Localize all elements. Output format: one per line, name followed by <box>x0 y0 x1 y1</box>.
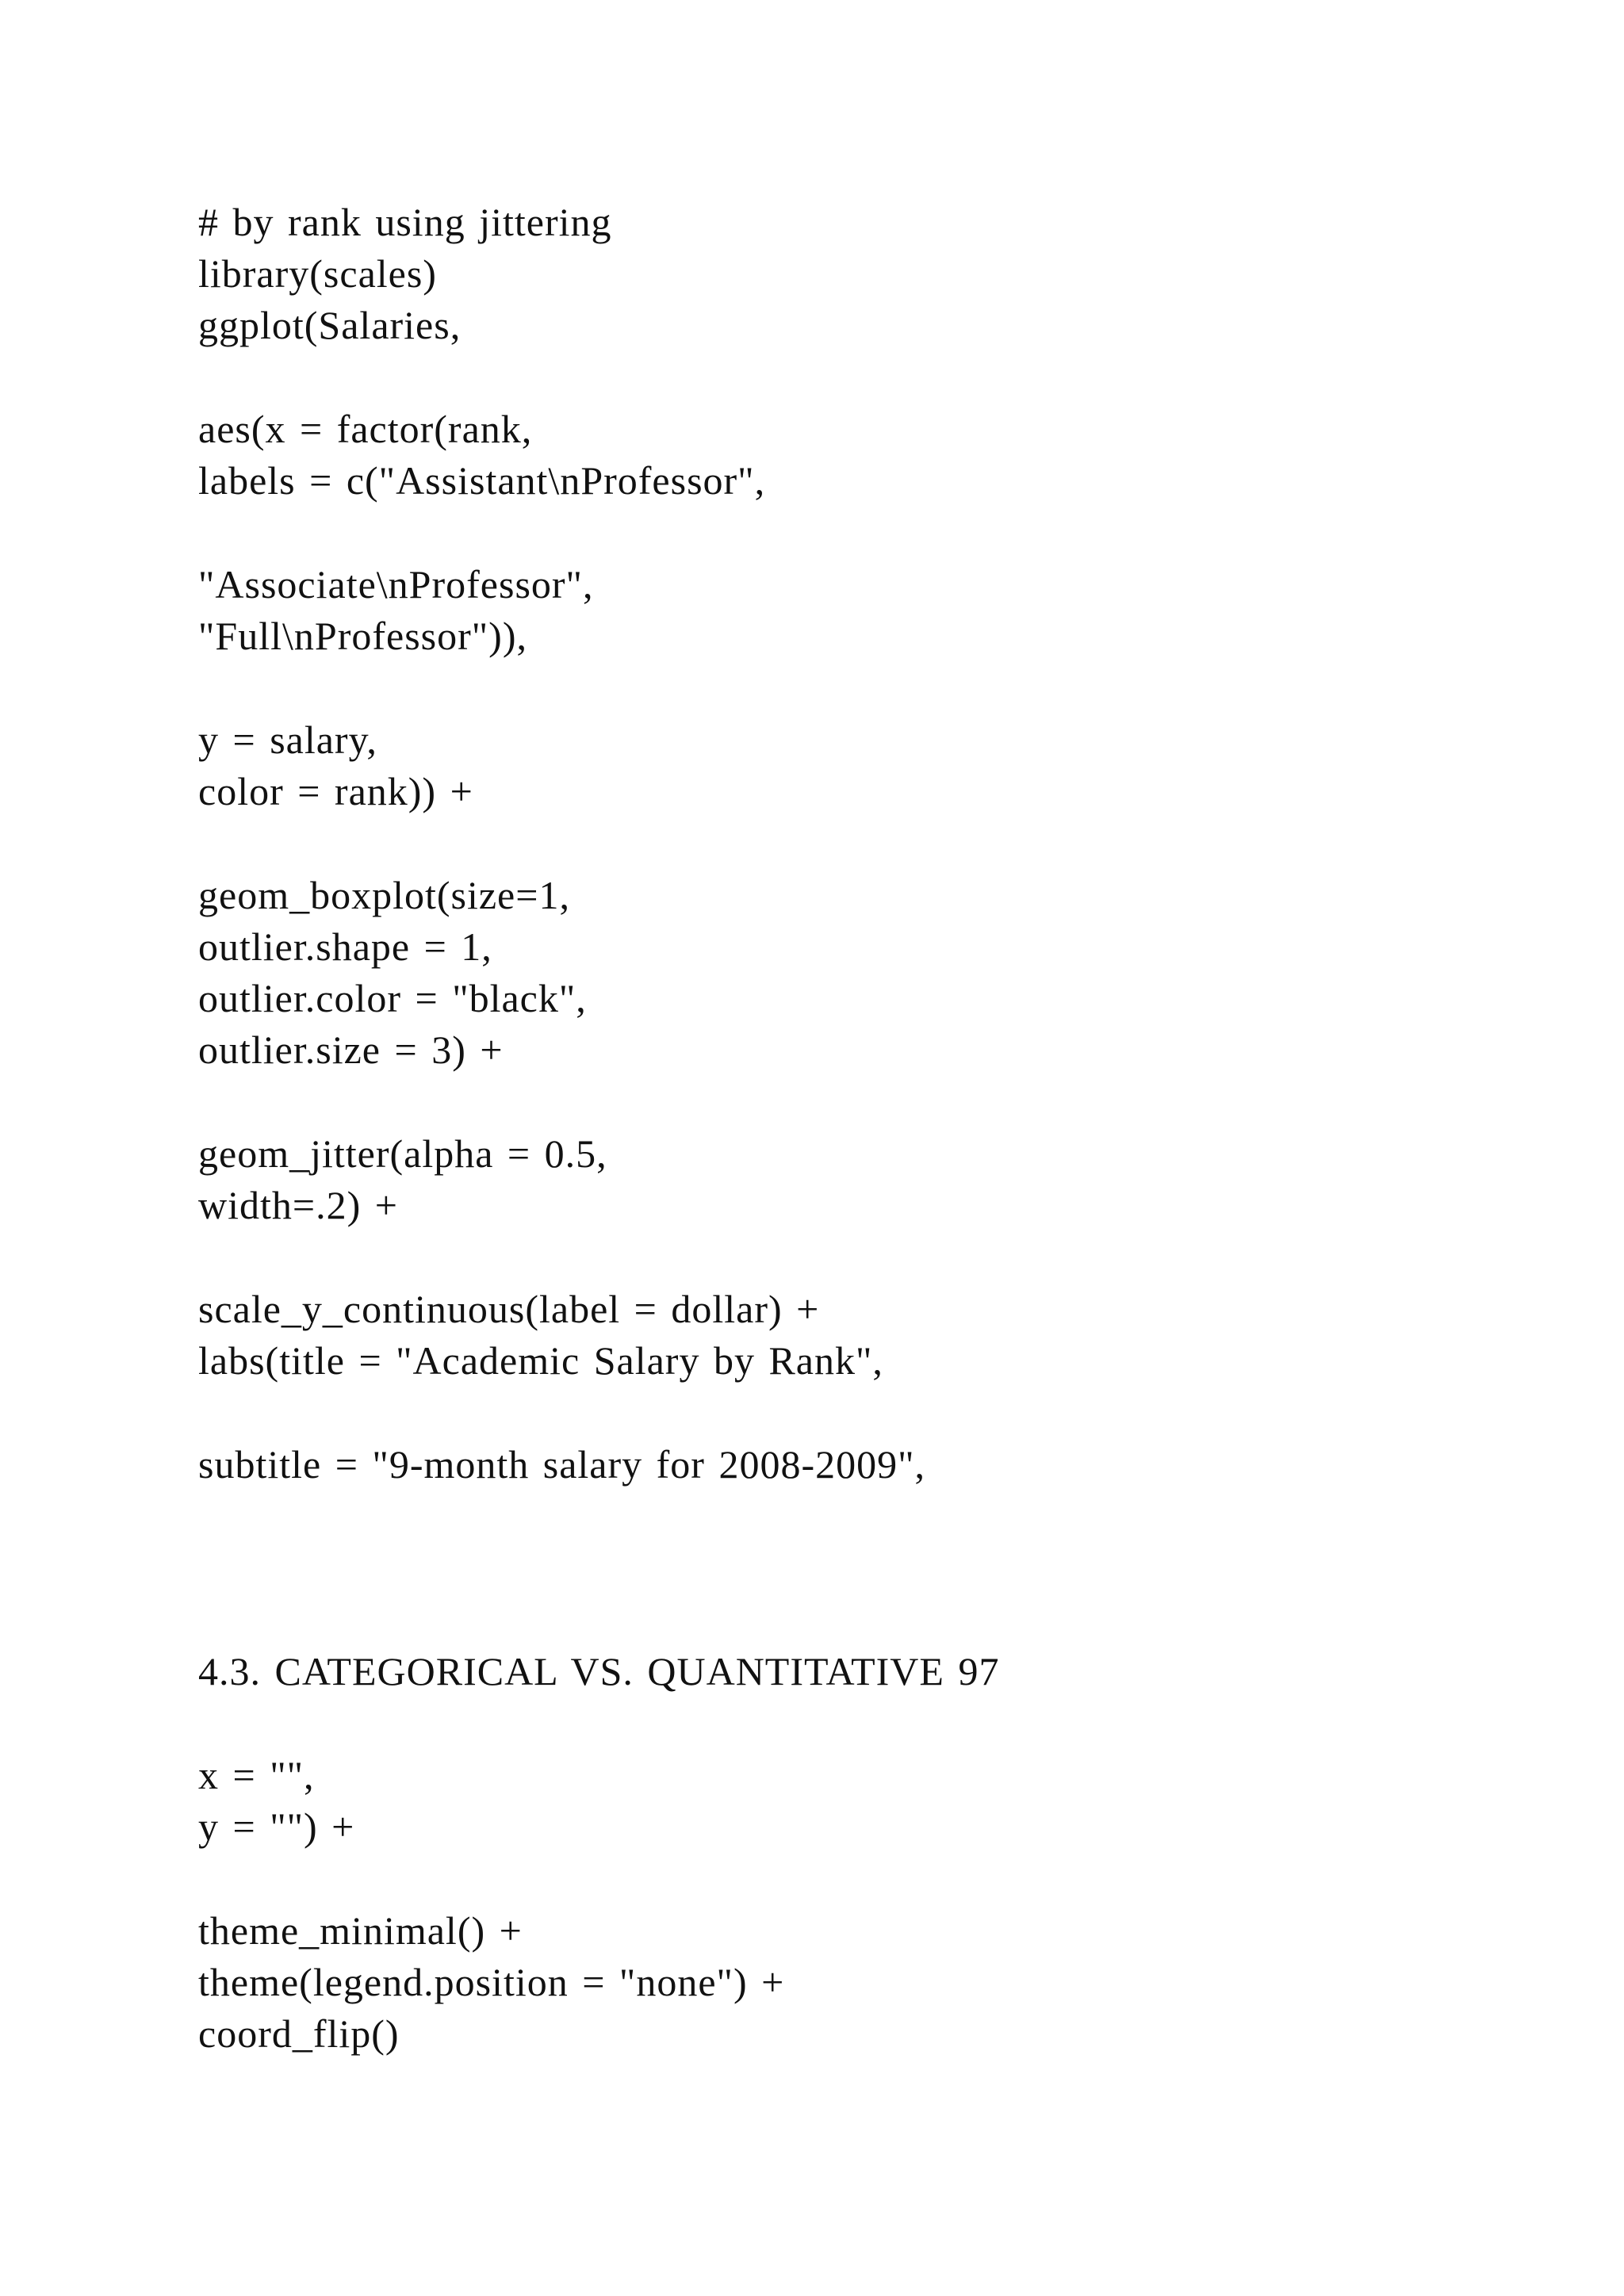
code-line-library: library(scales) <box>198 251 437 296</box>
code-line-labels: labels = c("Assistant\nProfessor", <box>198 458 766 503</box>
code-line-color: color = rank)) + <box>198 769 473 813</box>
code-line-full: "Full\nProfessor")), <box>198 614 527 658</box>
code-line-associate: "Associate\nProfessor", <box>198 562 594 607</box>
code-line-aes: aes(x = factor(rank, <box>198 407 533 451</box>
code-line-outlier-size: outlier.size = 3) + <box>198 1027 504 1072</box>
code-line-y-empty: y = "") + <box>198 1804 355 1849</box>
code-line-outlier-color: outlier.color = "black", <box>198 976 587 1020</box>
code-line-x-empty: x = "", <box>198 1753 315 1797</box>
code-line-y: y = salary, <box>198 718 377 762</box>
code-line-theme-minimal: theme_minimal() + <box>198 1908 523 1953</box>
code-line-coord-flip: coord_flip() <box>198 2011 400 2056</box>
code-line-labs: labs(title = "Academic Salary by Rank", <box>198 1338 883 1383</box>
code-line-scale-y: scale_y_continuous(label = dollar) + <box>198 1287 820 1331</box>
code-line-comment: # by rank using jittering <box>198 200 612 244</box>
code-line-geom-jitter: geom_jitter(alpha = 0.5, <box>198 1131 607 1176</box>
code-line-outlier-shape: outlier.shape = 1, <box>198 924 492 969</box>
code-line-ggplot: ggplot(Salaries, <box>198 303 462 347</box>
code-line-subtitle: subtitle = "9-month salary for 2008-2009", <box>198 1442 926 1487</box>
code-line-geom-boxplot: geom_boxplot(size=1, <box>198 873 570 917</box>
code-line-width: width=.2) + <box>198 1183 398 1227</box>
page-header: 4.3. CATEGORICAL VS. QUANTITATIVE 97 <box>198 1649 1000 1693</box>
code-line-theme-legend: theme(legend.position = "none") + <box>198 1960 785 2004</box>
